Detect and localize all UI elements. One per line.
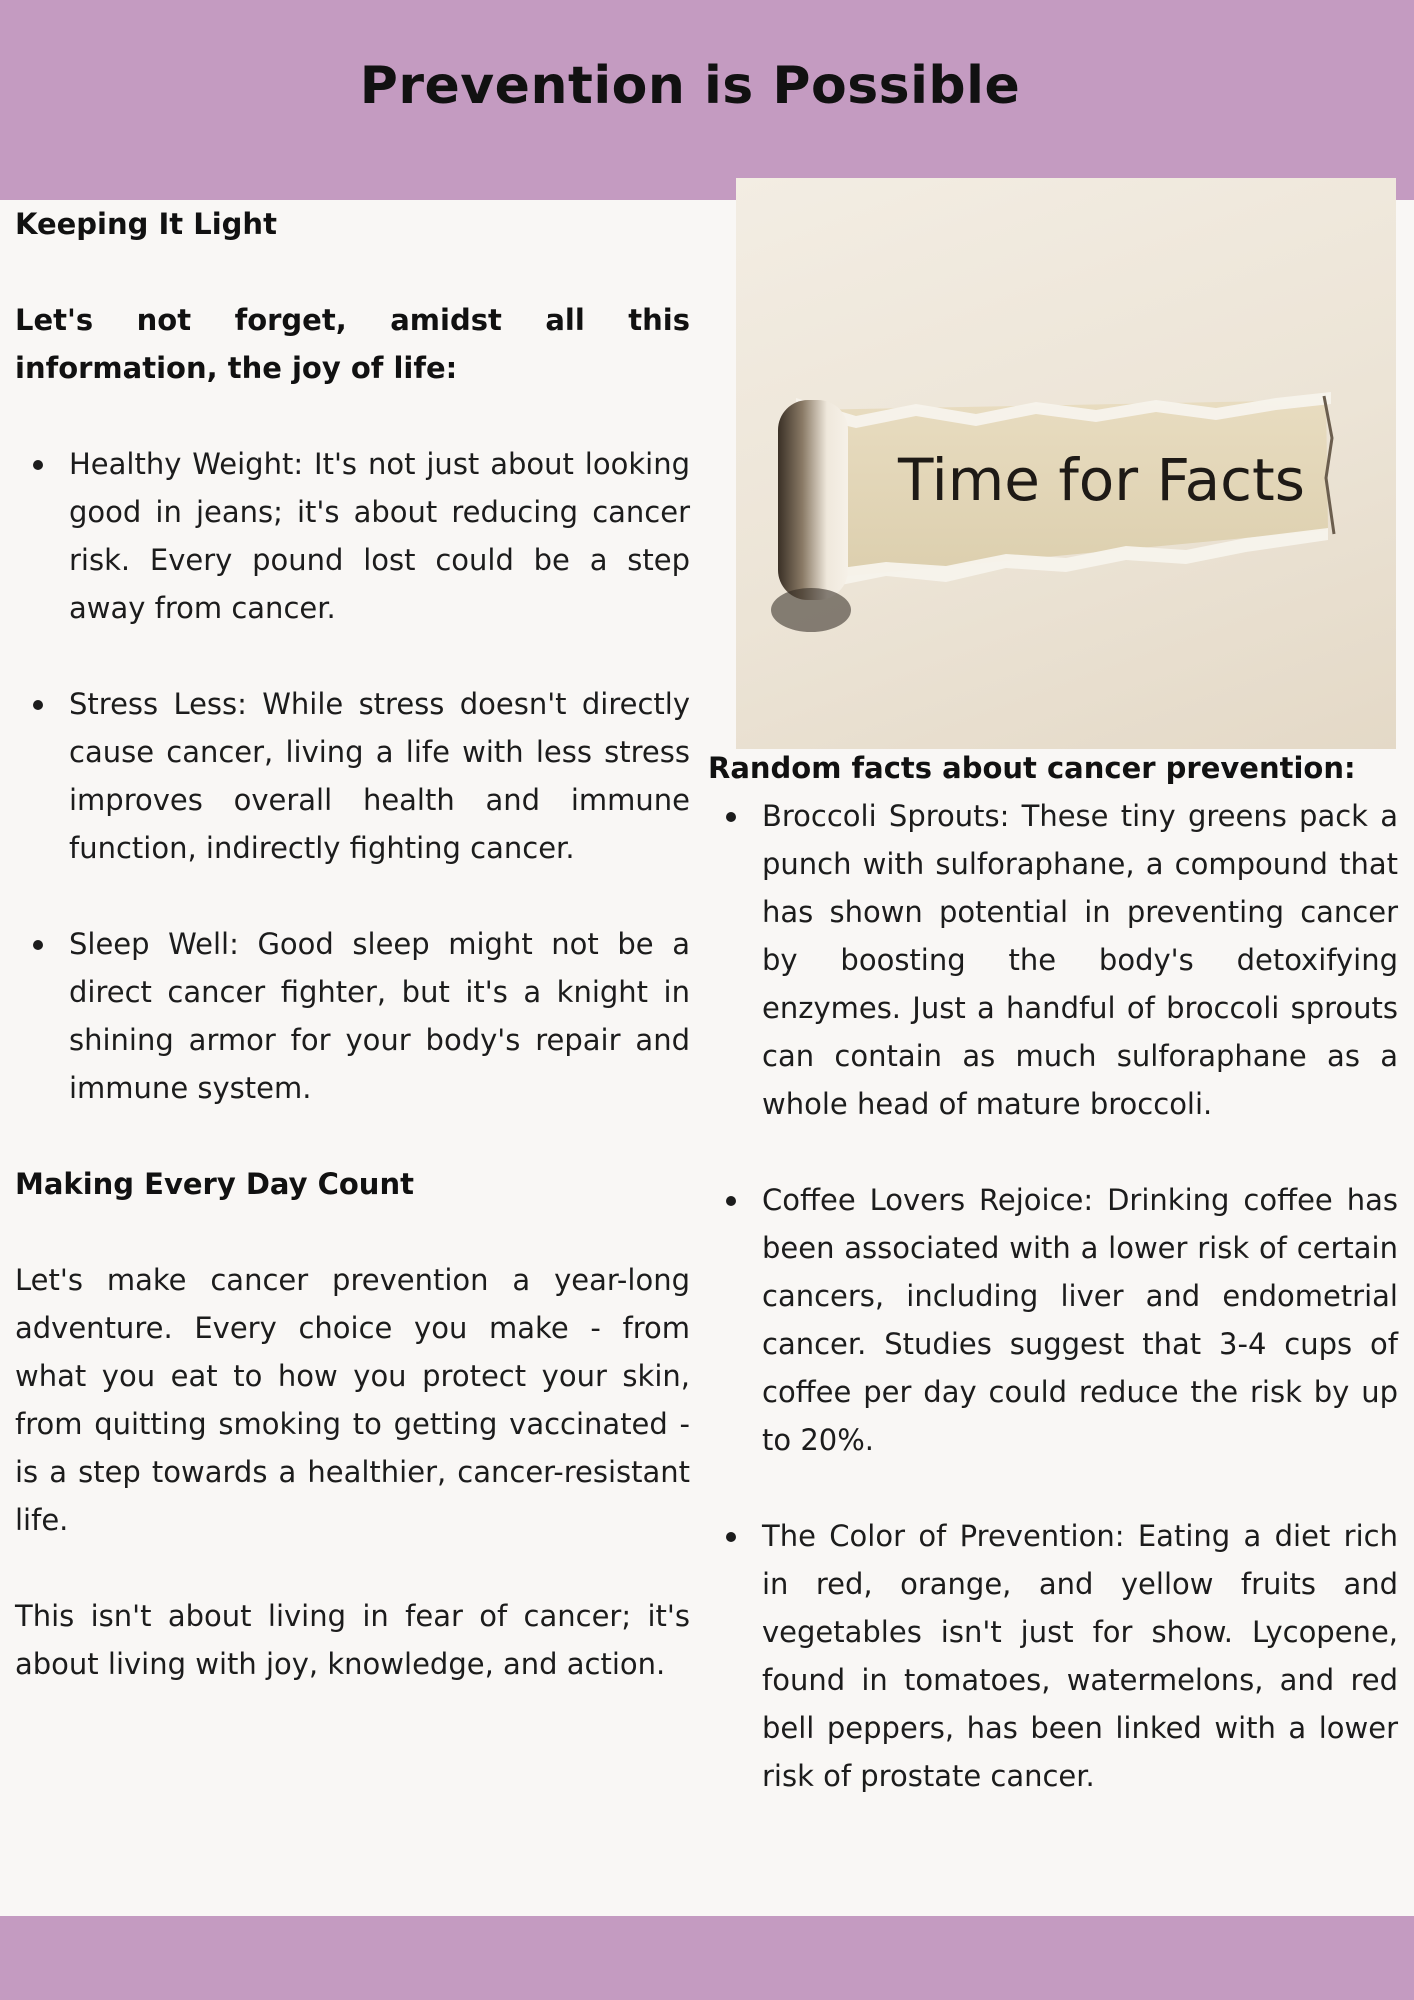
list-item-text: Broccoli Sprouts: These tiny greens pack a punch with sulforaphane, a compound that has shown potential in preventing cancer by boosting the body's detoxifying enzymes. Just a handful of broccoli sprouts can contain as much sulforaphane as a whole head of mature broccoli. [762,799,1398,1121]
random-facts-heading: Random facts about cancer prevention: [708,751,1356,785]
image-caption: Time for Facts [898,446,1305,514]
bullet-icon [726,812,736,822]
bullet-icon [33,460,43,470]
list-item [708,1176,1398,1464]
time-for-facts-image [736,178,1396,749]
paragraph: Let's make cancer prevention a year-long adventure. Every choice you make - from what you eat to how you protect your skin, from quitting smoking to getting vaccinated - is a step towards a healthier, cancer-resistant life. [15,1263,690,1537]
list-item-text: Sleep Well: Good sleep might not be a direct cancer fighter, but it's a knight in shining armor for your body's repair and immune system. [69,927,690,1105]
list-item-text: Coffee Lovers Rejoice: Drinking coffee has been associated with a lower risk of certain cancers, including liver and endometrial cancer. Studies suggest that 3-4 cups of coffee per day could reduce the risk by up to 20%. [762,1183,1398,1457]
page-title: Prevention is Possible [359,56,1021,116]
list-item [708,792,1398,1128]
footer-band [0,1916,1414,2000]
left-column [15,200,690,1688]
bullet-icon [33,700,43,710]
list-item [15,920,690,1112]
section-heading-keeping-it-light: Keeping It Light [15,207,277,241]
list-item-text: Stress Less: While stress doesn't directly cause cancer, living a life with less stress improves overall health and immune function, indirectly fighting cancer. [69,687,690,865]
bullet-icon [726,1532,736,1542]
list-item [15,680,690,872]
facts-list [708,792,1398,1800]
list-item [708,1512,1398,1800]
lifestyle-list [15,440,690,1112]
bullet-icon [33,940,43,950]
torn-paper-illustration [736,178,1396,749]
paragraph: This isn't about living in fear of cancer; it's about living with joy, knowledge, and action. [15,1599,690,1681]
section-heading-making-every-day-count: Making Every Day Count [15,1167,414,1201]
list-item-text: The Color of Prevention: Eating a diet rich in red, orange, and yellow fruits and vegetables isn't just for show. Lycopene, found in tomatoes, watermelons, and red bell peppers, has been linked with a lower risk of prostate cancer. [762,1519,1398,1793]
right-column [708,744,1398,1800]
list-item-text: Healthy Weight: It's not just about looking good in jeans; it's about reducing cancer risk. Every pound lost could be a step away from cancer. [69,447,690,625]
lead-sentence: Let's not forget, amidst all this information, the joy of life: [15,303,690,385]
list-item [15,440,690,632]
bullet-icon [726,1196,736,1206]
